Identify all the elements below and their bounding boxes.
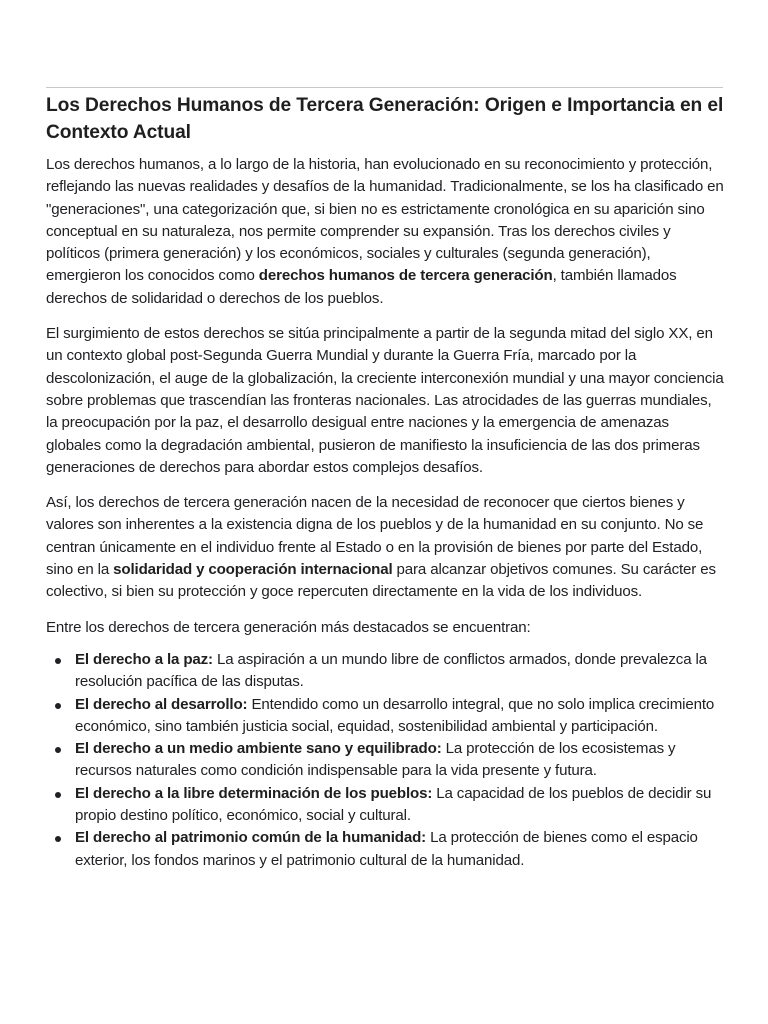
list-item-text: La protección de los ecosistemas y recursos naturales como condición indispensable para la vida presente y futura. xyxy=(75,740,676,780)
article xyxy=(46,92,726,872)
bullet-icon xyxy=(55,658,61,664)
paragraph-intro xyxy=(46,154,726,310)
list-item xyxy=(46,783,726,828)
list-item-label: El derecho al desarrollo: xyxy=(75,695,248,713)
paragraph-solidarity-text-end: para alcanzar objetivos comunes. Su carácter es colectivo, si bien su protección y goce repercuten directamente en la vida de los individuos. xyxy=(46,561,716,601)
paragraph-solidarity xyxy=(46,492,726,603)
list-item xyxy=(46,694,726,739)
paragraph-origin: El surgimiento de estos derechos se sitúa principalmente a partir de la segunda mitad del siglo XX, en un contexto global post-Segunda Guerra Mundial y durante la Guerra Fría, marcado por la descolonización, el auge de la globalización, la creciente interconexión mundial y una mayor conciencia sobre problemas que trascendían las fronteras nacionales. Las atrocidades de las guerras mundiales, la preocupación por la paz, el desarrollo desigual entre naciones y la emergencia de amenazas globales como la degradación ambiental, pusieron de manifiesto la insuficiencia de las dos primeras generaciones de derechos para abordar estos complejos desafíos. xyxy=(46,325,724,476)
list-item-label: El derecho a la libre determinación de los pueblos: xyxy=(75,784,433,802)
list-item xyxy=(46,827,726,872)
bullet-icon xyxy=(55,836,61,842)
list-item-label: El derecho a la paz: xyxy=(75,650,213,668)
list-item-text: La capacidad de los pueblos de decidir su propio destino político, económico, social y cultural. xyxy=(75,784,712,825)
list-item-label: El derecho a un medio ambiente sano y equilibrado: xyxy=(75,740,442,758)
list-item xyxy=(46,649,726,694)
list-item xyxy=(46,738,726,783)
bullet-icon xyxy=(55,747,61,753)
paragraph-solidarity-emphasis: solidaridad y cooperación internacional xyxy=(113,561,393,579)
list-item-label: El derecho al patrimonio común de la humanidad: xyxy=(75,829,427,847)
paragraph-solidarity-text: Así, los derechos de tercera generación nacen de la necesidad de reconocer que ciertos bienes y valores son inherentes a la existencia digna de los pueblos y de la humanidad en su conjunto. No se centran únicamente en el individuo frente al Estado o en la provisión de bienes por parte del Estado, sino en la xyxy=(46,494,704,579)
bullet-icon xyxy=(55,792,61,798)
bullet-icon xyxy=(55,703,61,709)
list-item-text: La protección de bienes como el espacio exterior, los fondos marinos y el patrimonio cultural de la humanidad. xyxy=(75,829,698,869)
paragraph-intro-text-end: , también llamados derechos de solidaridad o derechos de los pueblos. xyxy=(46,267,677,307)
list-item-text: La aspiración a un mundo libre de conflictos armados, donde prevalezca la resolución pacífica de las disputas. xyxy=(75,650,707,691)
rights-list xyxy=(46,649,726,872)
top-divider xyxy=(46,87,723,88)
paragraph-list-intro: Entre los derechos de tercera generación más destacados se encuentran: xyxy=(46,618,531,636)
paragraph-intro-emphasis: derechos humanos de tercera generación xyxy=(258,267,553,285)
paragraph-intro-text: Los derechos humanos, a lo largo de la historia, han evolucionado en su reconocimiento y protección, reflejando las nuevas realidades y desafíos de la humanidad. Tradicionalmente, se los ha clasificado en "generaciones", una categorización que, si bien no es estrictamente cronológica en su aparición sino conceptual en su naturaleza, nos permite comprender su expansión. Tras los derechos civiles y políticos (primera generación) y los económicos, sociales y culturales (segunda generación), emergieron los conocidos como xyxy=(46,156,724,285)
list-item-text: Entendido como un desarrollo integral, que no solo implica crecimiento económico, sino también justicia social, equidad, sostenibilidad ambiental y participación. xyxy=(75,695,715,735)
article-title: Los Derechos Humanos de Tercera Generación: Origen e Importancia en el Contexto Actual xyxy=(46,95,724,143)
